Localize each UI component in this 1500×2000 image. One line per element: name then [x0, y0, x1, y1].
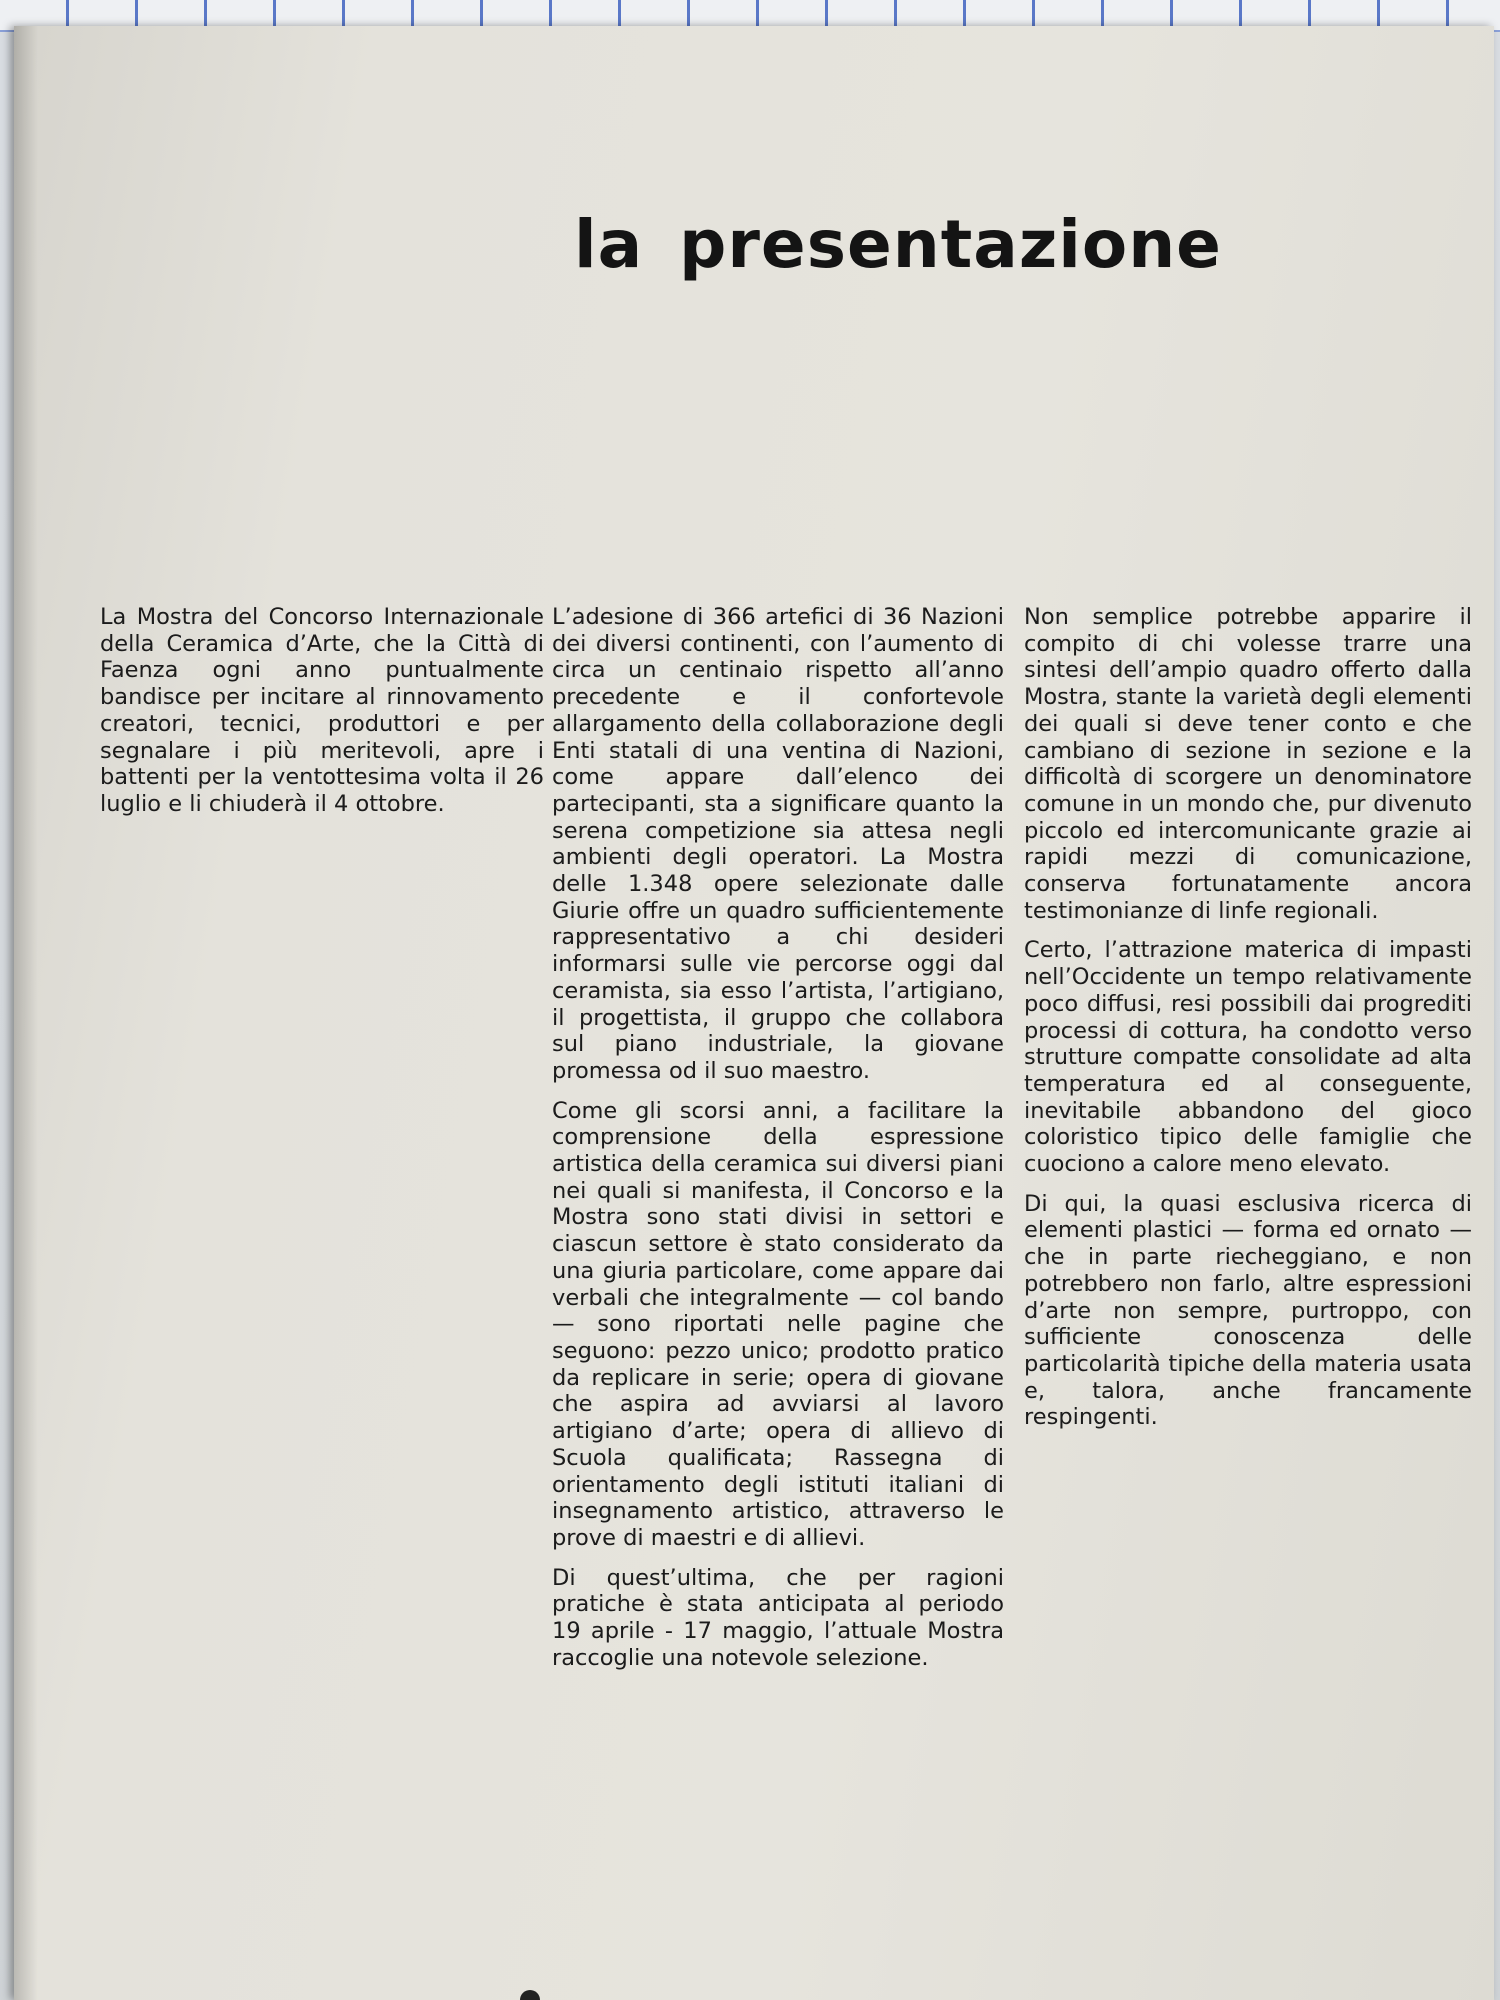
text-column-2 — [552, 604, 1004, 1684]
paragraph: Certo, l’attrazione materica di impasti nell’Occidente un tempo relativamente poco diffusi, resi possibili dai progrediti processi di cottura, ha condotto verso strutture compatte consolidate ad alta temperatura ed al conseguente, inevitabile abbandono del gioco coloristico tipico delle famiglie che cuociono a calore meno elevato. — [1024, 937, 1472, 1178]
paragraph: Di quest’ultima, che per ragioni pratiche è stata anticipata al periodo 19 aprile - 17 maggio, l’attuale Mostra raccoglie una notevole selezione. — [552, 1564, 1004, 1671]
page-title: la presentazione — [574, 206, 1222, 283]
paragraph: Non semplice potrebbe apparire il compito di chi volesse trarre una sintesi dell’ampio quadro offerto dalla Mostra, stante la varietà degli elementi dei quali si deve tener conto e che cambiano di sezione in sezione e la difficoltà di scorgere un denominatore comune in un mondo che, pur divenuto piccolo ed intercomunicante grazie ai rapidi mezzi di comunicazione, conserva fortunatamente ancora testimonianze di linfe regionali. — [1024, 604, 1472, 924]
paragraph: Di qui, la quasi esclusiva ricerca di elementi plastici — forma ed ornato — che in parte riecheggiano, e non potrebbero non farlo, altre espressioni d’arte non sempre, purtroppo, con sufficiente conoscenza delle particolarità tipiche della materia usata e, talora, anche francamente respingenti. — [1024, 1190, 1472, 1431]
paragraph: La Mostra del Concorso Internazionale della Ceramica d’Arte, che la Città di Faenza ogni anno puntualmente bandisce per incitare al rinnovamento creatori, tecnici, produttori e per segnalare i più meritevoli, apre i battenti per la ventottesima volta il 26 luglio e li chiuderà il 4 ottobre. — [100, 604, 544, 817]
book-page — [14, 26, 1494, 2000]
text-column-3 — [1024, 604, 1472, 1444]
paragraph: L’adesione di 366 artefici di 36 Nazioni dei diversi continenti, con l’aumento di circa un centinaio rispetto all’anno precedente e il confortevole allargamento della collaborazione degli Enti statali di una ventina di Nazioni, come appare dall’elenco dei partecipanti, sta a significare quanto la serena competizione sia attesa negli ambienti degli operatori. La Mostra delle 1.348 opere selezionate dalle Giurie offre un quadro sufficientemente rappresentativo a chi desideri informarsi sulle vie percorse oggi dal ceramista, sia esso l’artista, l’artigiano, il progettista, il gruppo che collabora sul piano industriale, la giovane promessa od il suo maestro. — [552, 604, 1004, 1084]
page-gutter-shadow — [14, 26, 38, 2000]
paragraph: Come gli scorsi anni, a facilitare la comprensione della espressione artistica della ceramica sui diversi piani nei quali si manifesta, il Concorso e la Mostra sono stati divisi in settori e ciascun settore è stato considerato da una giuria particolare, come appare dai verbali che integralmente — col bando — sono riportati nelle pagine che seguono: pezzo unico; prodotto pratico da replicare in serie; opera di giovane che aspira ad avviarsi al lavoro artigiano d’arte; opera di allievo di Scuola qualificata; Rassegna di orientamento degli istituti italiani di insegnamento artistico, attraverso le prove di maestri e di allievi. — [552, 1097, 1004, 1551]
text-column-1 — [100, 604, 544, 831]
